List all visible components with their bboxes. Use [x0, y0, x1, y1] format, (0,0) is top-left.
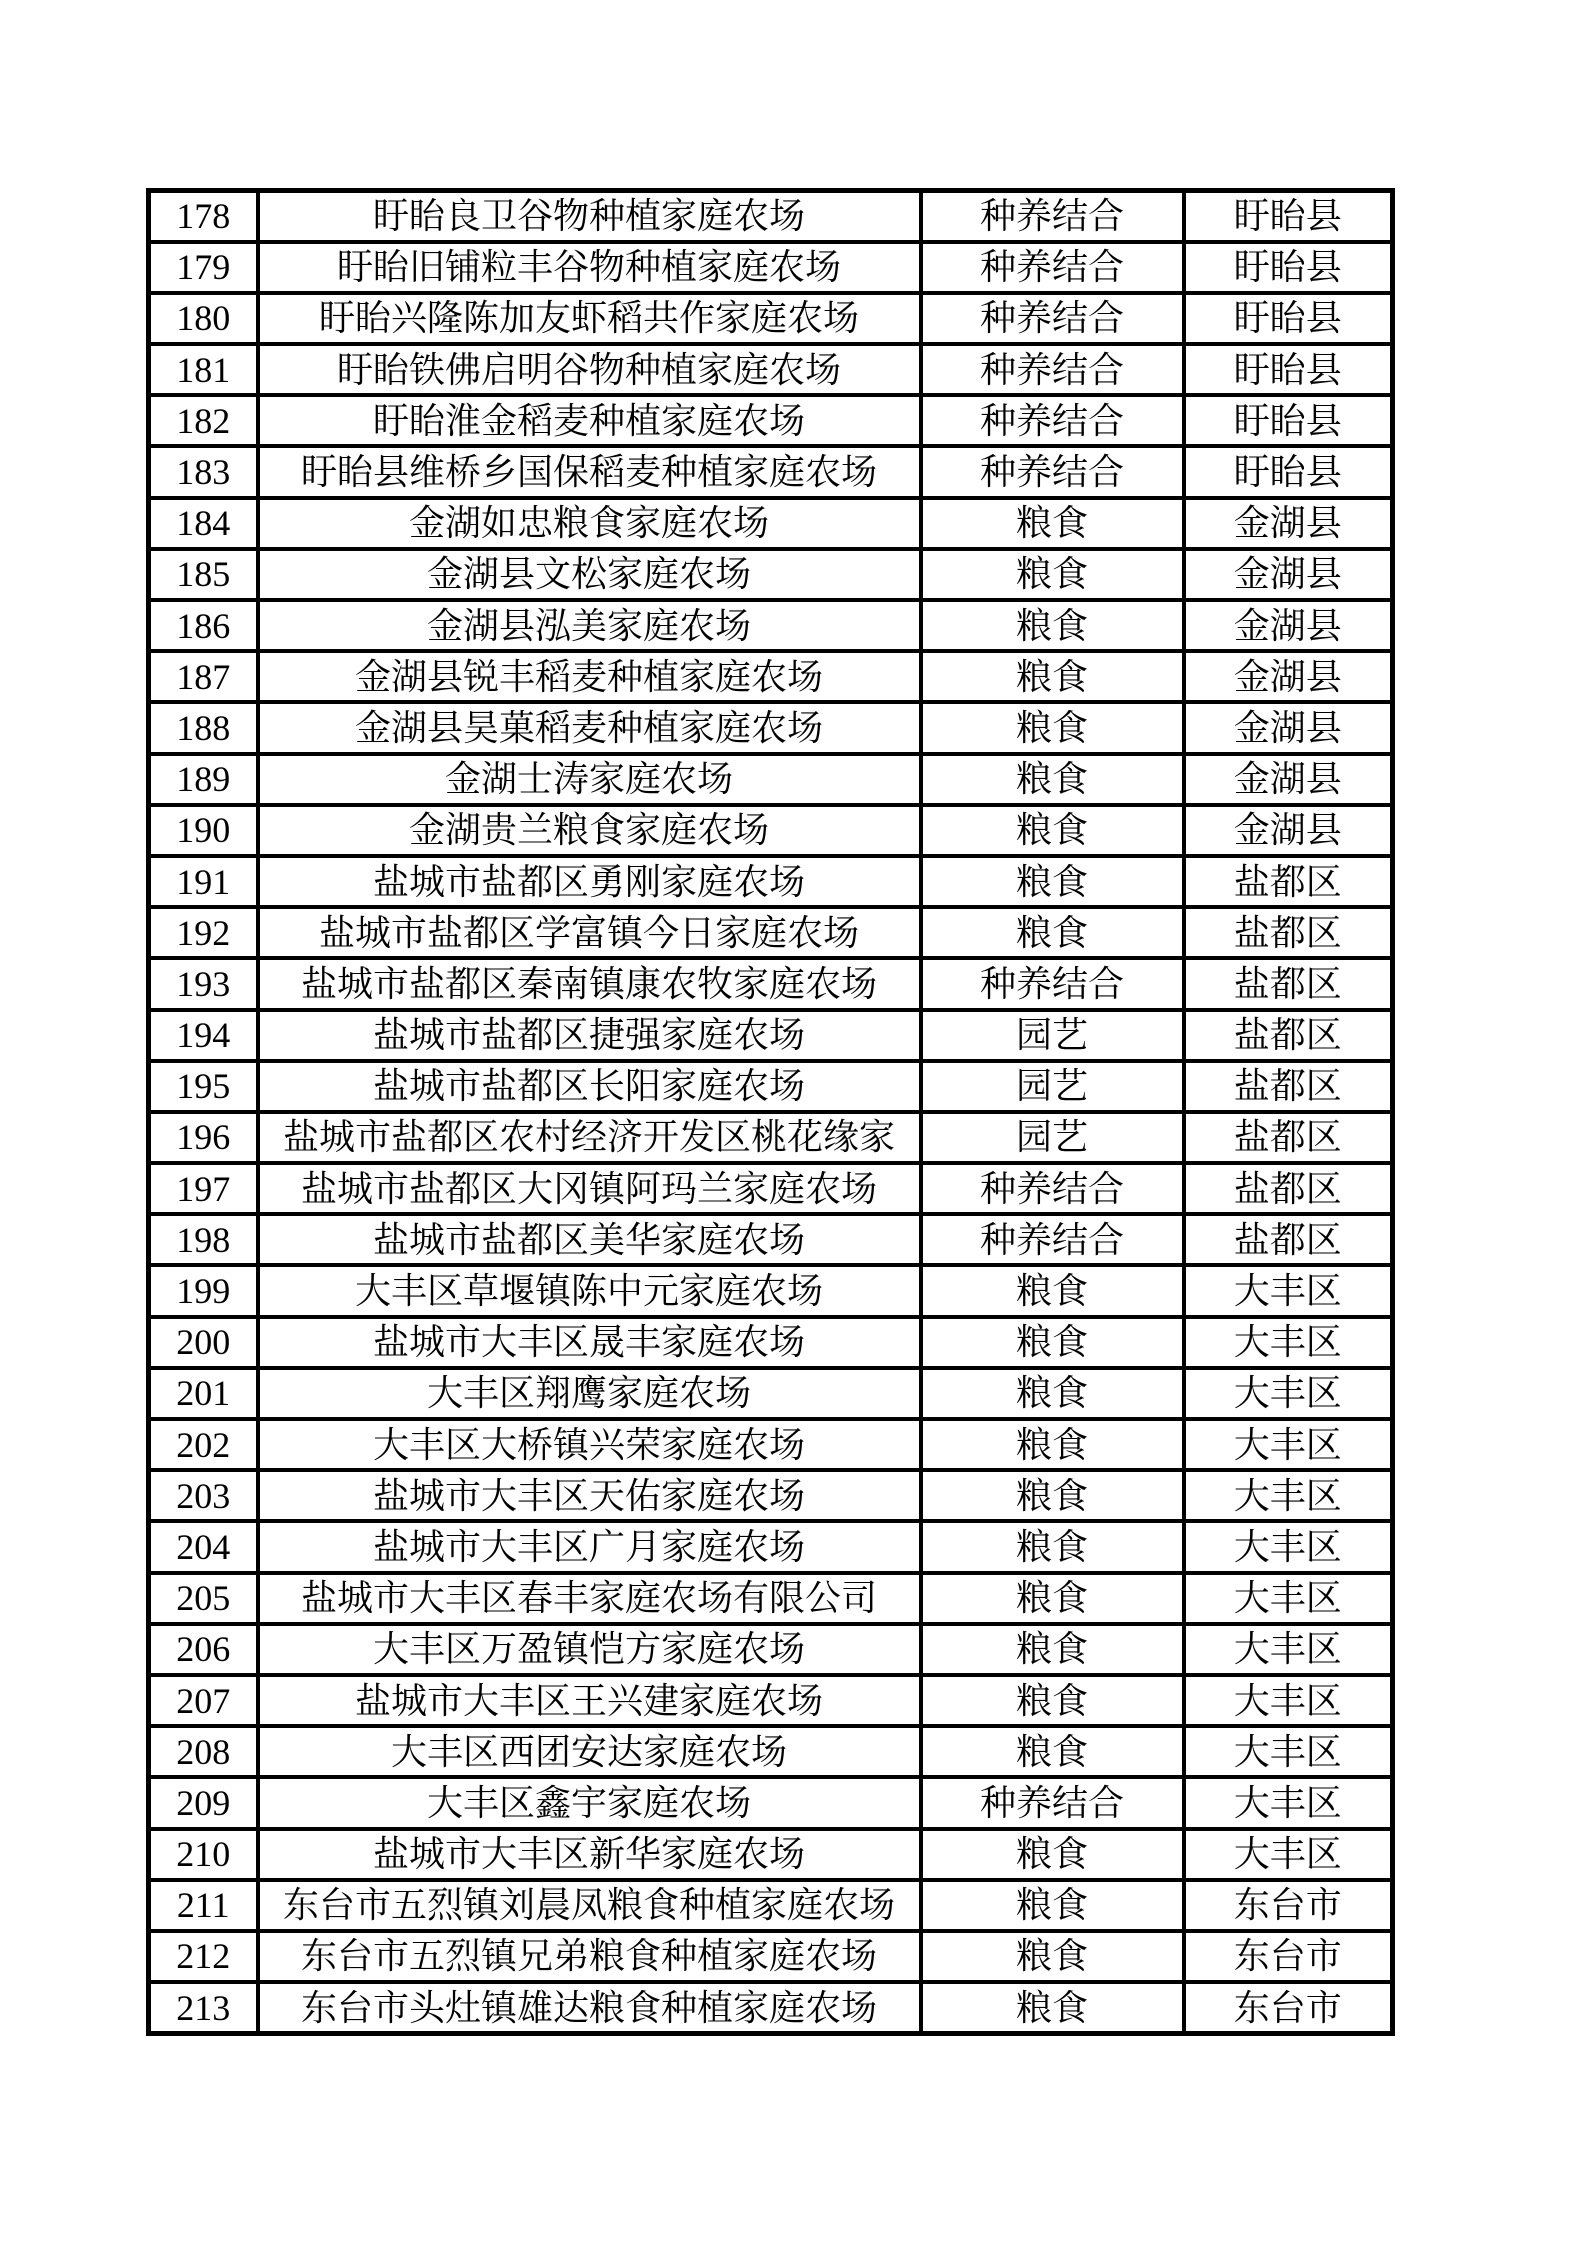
region-cell: 大丰区: [1184, 1573, 1393, 1624]
region-cell: 大丰区: [1184, 1419, 1393, 1470]
row-number-cell: 197: [149, 1163, 258, 1214]
row-number-cell: 198: [149, 1214, 258, 1265]
farm-name-cell: 金湖县锐丰稻麦种植家庭农场: [258, 651, 921, 702]
region-cell: 盐都区: [1184, 1112, 1393, 1163]
farm-name-cell: 东台市五烈镇兄弟粮食种植家庭农场: [258, 1931, 921, 1982]
row-number-cell: 201: [149, 1368, 258, 1419]
table-row: [149, 344, 1393, 395]
farm-name-cell: 盱眙淮金稻麦种植家庭农场: [258, 395, 921, 446]
farm-name-cell: 大丰区翔鹰家庭农场: [258, 1368, 921, 1419]
farm-name-cell: 盱眙良卫谷物种植家庭农场: [258, 191, 921, 242]
farm-name-cell: 盐城市大丰区广月家庭农场: [258, 1521, 921, 1572]
farm-type-cell: 粮食: [921, 856, 1184, 907]
table-row: [149, 1163, 1393, 1214]
region-cell: 大丰区: [1184, 1265, 1393, 1316]
farm-type-cell: 粮食: [921, 600, 1184, 651]
region-cell: 盱眙县: [1184, 191, 1393, 242]
row-number-cell: 212: [149, 1931, 258, 1982]
region-cell: 金湖县: [1184, 754, 1393, 805]
row-number-cell: 204: [149, 1521, 258, 1572]
farm-type-cell: 种养结合: [921, 446, 1184, 497]
farm-name-cell: 金湖士涛家庭农场: [258, 754, 921, 805]
farm-type-cell: 种养结合: [921, 1777, 1184, 1828]
farm-name-cell: 盐城市大丰区春丰家庭农场有限公司: [258, 1573, 921, 1624]
table-row: [149, 805, 1393, 856]
farm-name-cell: 盱眙铁佛启明谷物种植家庭农场: [258, 344, 921, 395]
farm-name-cell: 盐城市大丰区天佑家庭农场: [258, 1470, 921, 1521]
row-number-cell: 191: [149, 856, 258, 907]
region-cell: 金湖县: [1184, 702, 1393, 753]
region-cell: 东台市: [1184, 1931, 1393, 1982]
farm-type-cell: 粮食: [921, 1726, 1184, 1777]
row-number-cell: 211: [149, 1880, 258, 1931]
region-cell: 大丰区: [1184, 1521, 1393, 1572]
farm-name-cell: 盱眙旧铺粒丰谷物种植家庭农场: [258, 242, 921, 293]
farm-type-cell: 粮食: [921, 1982, 1184, 2033]
farm-name-cell: 大丰区鑫宇家庭农场: [258, 1777, 921, 1828]
farm-type-cell: 种养结合: [921, 344, 1184, 395]
table-row: [149, 856, 1393, 907]
region-cell: 盐都区: [1184, 958, 1393, 1009]
region-cell: 盐都区: [1184, 1163, 1393, 1214]
table-row: [149, 1777, 1393, 1828]
farm-name-cell: 金湖县昊菓稻麦种植家庭农场: [258, 702, 921, 753]
region-cell: 金湖县: [1184, 600, 1393, 651]
table-row: [149, 907, 1393, 958]
table-row: [149, 1829, 1393, 1880]
table-row: [149, 702, 1393, 753]
farm-type-cell: 种养结合: [921, 958, 1184, 1009]
table-row: [149, 1112, 1393, 1163]
farm-type-cell: 粮食: [921, 1419, 1184, 1470]
farm-name-cell: 盐城市盐都区长阳家庭农场: [258, 1061, 921, 1112]
table-row: [149, 1214, 1393, 1265]
region-cell: 盱眙县: [1184, 446, 1393, 497]
farm-type-cell: 粮食: [921, 1573, 1184, 1624]
row-number-cell: 187: [149, 651, 258, 702]
farm-type-cell: 园艺: [921, 1112, 1184, 1163]
table-row: [149, 498, 1393, 549]
row-number-cell: 200: [149, 1317, 258, 1368]
region-cell: 盐都区: [1184, 1061, 1393, 1112]
farm-type-cell: 种养结合: [921, 191, 1184, 242]
row-number-cell: 193: [149, 958, 258, 1009]
farm-type-cell: 粮食: [921, 702, 1184, 753]
region-cell: 东台市: [1184, 1982, 1393, 2033]
farm-type-cell: 粮食: [921, 805, 1184, 856]
region-cell: 盱眙县: [1184, 242, 1393, 293]
table-row: [149, 1880, 1393, 1931]
row-number-cell: 210: [149, 1829, 258, 1880]
row-number-cell: 207: [149, 1675, 258, 1726]
table-row: [149, 754, 1393, 805]
row-number-cell: 205: [149, 1573, 258, 1624]
row-number-cell: 180: [149, 293, 258, 344]
row-number-cell: 183: [149, 446, 258, 497]
farm-type-cell: 粮食: [921, 1880, 1184, 1931]
farm-type-cell: 粮食: [921, 549, 1184, 600]
farm-type-cell: 种养结合: [921, 1163, 1184, 1214]
family-farms-table-body: [149, 191, 1393, 2034]
table-row: [149, 395, 1393, 446]
row-number-cell: 208: [149, 1726, 258, 1777]
farm-name-cell: 金湖县泓美家庭农场: [258, 600, 921, 651]
farm-type-cell: 粮食: [921, 754, 1184, 805]
farm-name-cell: 盱眙县维桥乡国保稻麦种植家庭农场: [258, 446, 921, 497]
farm-name-cell: 大丰区西团安达家庭农场: [258, 1726, 921, 1777]
farm-type-cell: 粮食: [921, 1265, 1184, 1316]
region-cell: 盱眙县: [1184, 344, 1393, 395]
table-row: [149, 1061, 1393, 1112]
region-cell: 大丰区: [1184, 1624, 1393, 1675]
farm-name-cell: 盐城市盐都区学富镇今日家庭农场: [258, 907, 921, 958]
farm-type-cell: 粮食: [921, 1675, 1184, 1726]
row-number-cell: 202: [149, 1419, 258, 1470]
table-row: [149, 1010, 1393, 1061]
farm-name-cell: 盐城市大丰区王兴建家庭农场: [258, 1675, 921, 1726]
region-cell: 大丰区: [1184, 1675, 1393, 1726]
table-row: [149, 958, 1393, 1009]
table-row: [149, 1675, 1393, 1726]
region-cell: 大丰区: [1184, 1368, 1393, 1419]
table-row: [149, 1931, 1393, 1982]
farm-name-cell: 东台市头灶镇雄达粮食种植家庭农场: [258, 1982, 921, 2033]
row-number-cell: 199: [149, 1265, 258, 1316]
table-row: [149, 651, 1393, 702]
farm-type-cell: 园艺: [921, 1061, 1184, 1112]
row-number-cell: 186: [149, 600, 258, 651]
row-number-cell: 178: [149, 191, 258, 242]
region-cell: 大丰区: [1184, 1317, 1393, 1368]
farm-type-cell: 园艺: [921, 1010, 1184, 1061]
region-cell: 盐都区: [1184, 856, 1393, 907]
row-number-cell: 203: [149, 1470, 258, 1521]
farm-name-cell: 大丰区万盈镇恺方家庭农场: [258, 1624, 921, 1675]
region-cell: 金湖县: [1184, 805, 1393, 856]
region-cell: 金湖县: [1184, 651, 1393, 702]
table-row: [149, 1265, 1393, 1316]
region-cell: 盐都区: [1184, 1010, 1393, 1061]
farm-type-cell: 粮食: [921, 1931, 1184, 1982]
table-row: [149, 446, 1393, 497]
row-number-cell: 213: [149, 1982, 258, 2033]
table-row: [149, 1317, 1393, 1368]
row-number-cell: 185: [149, 549, 258, 600]
farm-name-cell: 盐城市盐都区秦南镇康农牧家庭农场: [258, 958, 921, 1009]
region-cell: 金湖县: [1184, 498, 1393, 549]
row-number-cell: 189: [149, 754, 258, 805]
table-row: [149, 1521, 1393, 1572]
row-number-cell: 190: [149, 805, 258, 856]
farm-type-cell: 种养结合: [921, 395, 1184, 446]
farm-name-cell: 金湖贵兰粮食家庭农场: [258, 805, 921, 856]
table-row: [149, 1419, 1393, 1470]
table-row: [149, 293, 1393, 344]
farm-name-cell: 盐城市盐都区农村经济开发区桃花缘家: [258, 1112, 921, 1163]
farm-name-cell: 金湖县文松家庭农场: [258, 549, 921, 600]
table-row: [149, 549, 1393, 600]
region-cell: 大丰区: [1184, 1470, 1393, 1521]
row-number-cell: 179: [149, 242, 258, 293]
region-cell: 大丰区: [1184, 1829, 1393, 1880]
family-farms-table: [146, 188, 1395, 2036]
farm-name-cell: 大丰区大桥镇兴荣家庭农场: [258, 1419, 921, 1470]
table-row: [149, 600, 1393, 651]
row-number-cell: 192: [149, 907, 258, 958]
farm-name-cell: 东台市五烈镇刘晨凤粮食种植家庭农场: [258, 1880, 921, 1931]
table-row: [149, 1982, 1393, 2033]
farm-type-cell: 粮食: [921, 1470, 1184, 1521]
farm-type-cell: 种养结合: [921, 1214, 1184, 1265]
farm-type-cell: 粮食: [921, 1521, 1184, 1572]
farm-name-cell: 金湖如忠粮食家庭农场: [258, 498, 921, 549]
region-cell: 东台市: [1184, 1880, 1393, 1931]
table-row: [149, 1470, 1393, 1521]
region-cell: 金湖县: [1184, 549, 1393, 600]
farm-name-cell: 大丰区草堰镇陈中元家庭农场: [258, 1265, 921, 1316]
region-cell: 大丰区: [1184, 1726, 1393, 1777]
table-row: [149, 1573, 1393, 1624]
farm-type-cell: 粮食: [921, 1624, 1184, 1675]
row-number-cell: 188: [149, 702, 258, 753]
row-number-cell: 181: [149, 344, 258, 395]
region-cell: 盐都区: [1184, 907, 1393, 958]
farm-type-cell: 粮食: [921, 651, 1184, 702]
farm-name-cell: 盐城市盐都区勇刚家庭农场: [258, 856, 921, 907]
table-row: [149, 191, 1393, 242]
farm-name-cell: 盐城市盐都区大冈镇阿玛兰家庭农场: [258, 1163, 921, 1214]
table-row: [149, 1624, 1393, 1675]
row-number-cell: 195: [149, 1061, 258, 1112]
region-cell: 盱眙县: [1184, 395, 1393, 446]
farm-name-cell: 盐城市大丰区新华家庭农场: [258, 1829, 921, 1880]
row-number-cell: 206: [149, 1624, 258, 1675]
row-number-cell: 196: [149, 1112, 258, 1163]
region-cell: 盱眙县: [1184, 293, 1393, 344]
region-cell: 大丰区: [1184, 1777, 1393, 1828]
row-number-cell: 184: [149, 498, 258, 549]
row-number-cell: 209: [149, 1777, 258, 1828]
farm-type-cell: 种养结合: [921, 293, 1184, 344]
farm-name-cell: 盐城市盐都区美华家庭农场: [258, 1214, 921, 1265]
farm-type-cell: 粮食: [921, 498, 1184, 549]
farm-name-cell: 盐城市大丰区晟丰家庭农场: [258, 1317, 921, 1368]
farm-type-cell: 种养结合: [921, 242, 1184, 293]
farm-type-cell: 粮食: [921, 907, 1184, 958]
farm-type-cell: 粮食: [921, 1317, 1184, 1368]
table-row: [149, 1726, 1393, 1777]
farm-type-cell: 粮食: [921, 1368, 1184, 1419]
farm-type-cell: 粮食: [921, 1829, 1184, 1880]
table-row: [149, 242, 1393, 293]
farm-name-cell: 盱眙兴隆陈加友虾稻共作家庭农场: [258, 293, 921, 344]
region-cell: 盐都区: [1184, 1214, 1393, 1265]
farm-name-cell: 盐城市盐都区捷强家庭农场: [258, 1010, 921, 1061]
table-row: [149, 1368, 1393, 1419]
row-number-cell: 194: [149, 1010, 258, 1061]
row-number-cell: 182: [149, 395, 258, 446]
